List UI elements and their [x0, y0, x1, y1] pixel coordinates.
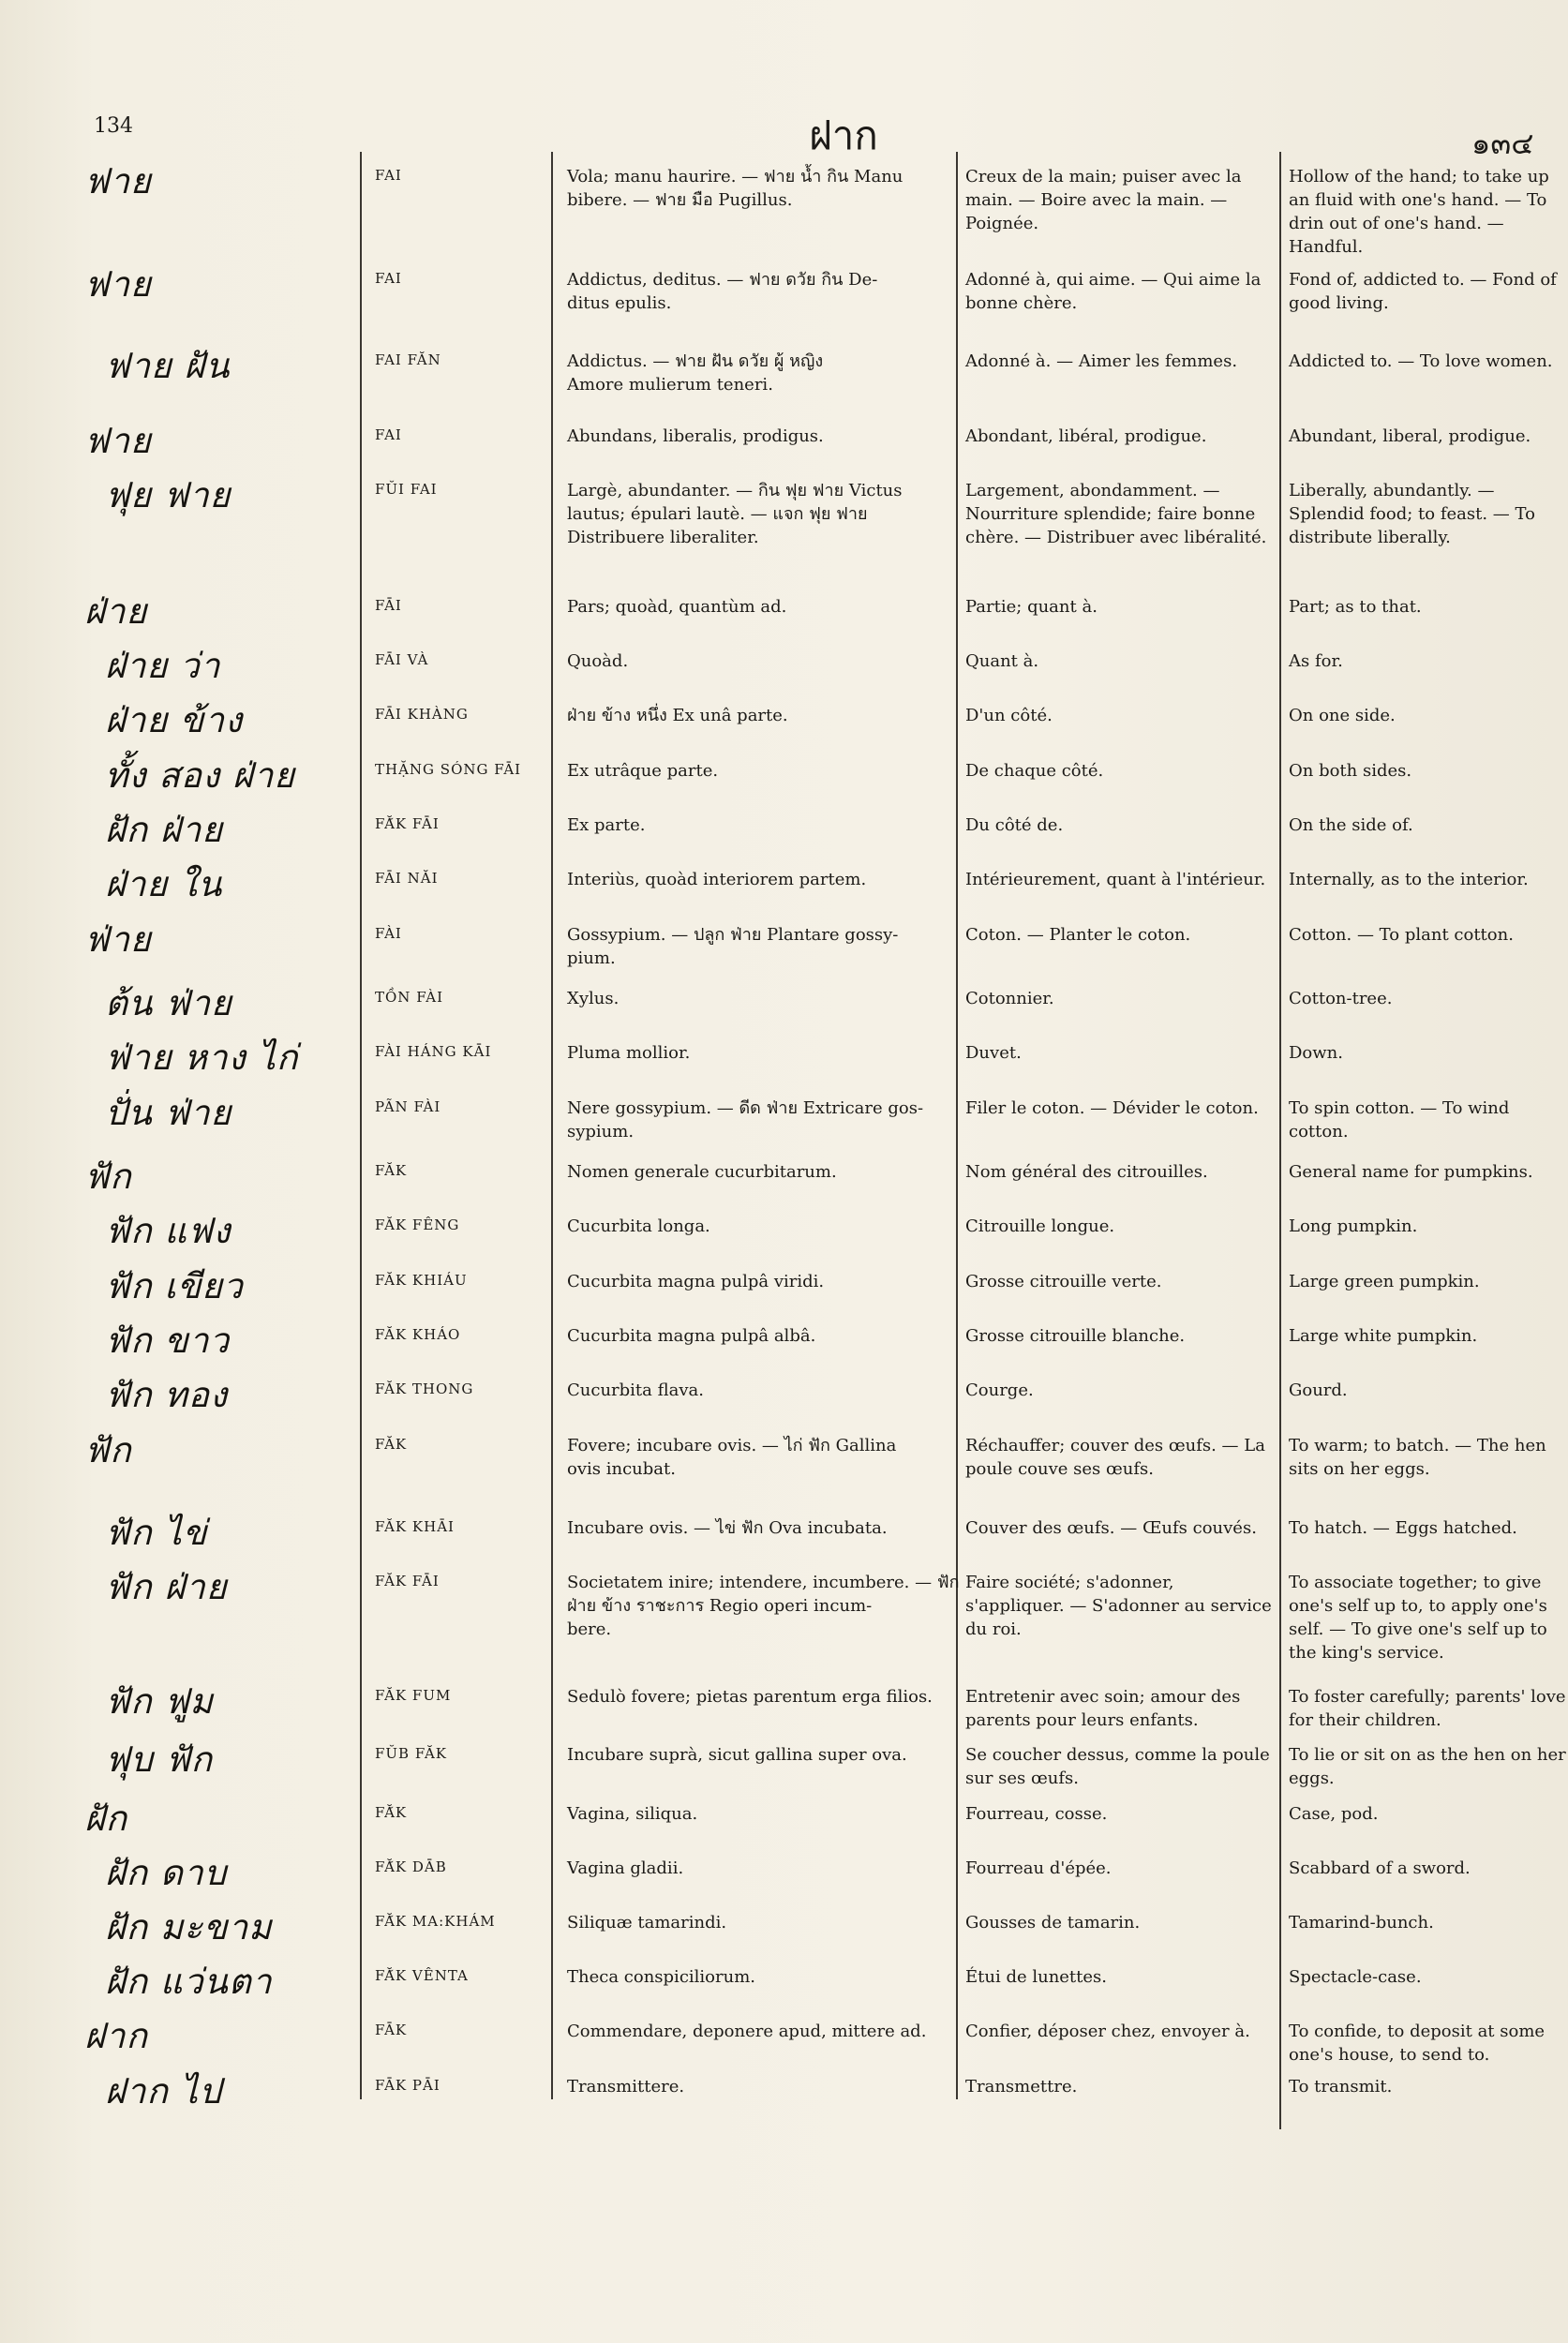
english-definition-line: To transmit. [1289, 2077, 1393, 2097]
english-definition-line: On the side of. [1289, 815, 1413, 835]
latin-definition-line: Addictus, deditus. — ฟาย ดวัย กิน De- [567, 270, 878, 290]
latin-definition [567, 2020, 951, 2043]
english-definition [1289, 923, 1568, 947]
english-definition-line: To foster carefully; parents' love for their children. [1289, 1687, 1566, 1730]
english-definition-line: Hollow of the hand; to take up an fluid with one's hand. — To drin out of one's hand. — Handful. [1289, 167, 1549, 257]
latin-definition-line: Quoàd. [567, 651, 629, 671]
romanization: FAI [375, 426, 402, 443]
french-definition [965, 1041, 1275, 1065]
english-definition [1289, 165, 1568, 259]
english-definition-line: As for. [1289, 651, 1343, 671]
latin-definition [567, 1160, 951, 1184]
thai-headword: ฟัก แฟง [105, 1211, 231, 1251]
english-definition-line: Fond of, addicted to. — Fond of good living. [1289, 270, 1557, 313]
french-definition-line: Transmettre. [965, 2077, 1078, 2097]
latin-definition [567, 704, 951, 727]
latin-definition [567, 649, 951, 673]
latin-definition [567, 165, 951, 212]
romanization: FĂK FUM [375, 1687, 452, 1704]
latin-definition-line: Interiùs, quoàd interiorem partem. [567, 870, 867, 889]
french-definition [965, 1379, 1275, 1402]
french-definition-line: Fourreau d'épée. [965, 1858, 1112, 1878]
french-definition-line: Creux de la main; puiser avec la main. — Boire avec la main. — Poignée. [965, 167, 1242, 233]
french-definition [965, 350, 1275, 373]
french-definition [965, 649, 1275, 673]
latin-definition [567, 1857, 951, 1880]
english-definition [1289, 1685, 1568, 1732]
thai-headword: ฟัก ฝ่าย [105, 1567, 228, 1607]
latin-definition-line: Incubare suprà, sicut gallina super ova. [567, 1745, 907, 1765]
french-definition-line: Adonné à. — Aimer les femmes. [965, 351, 1238, 371]
thai-page-number: ๑๓๔ [1471, 126, 1534, 161]
french-definition-line: Grosse citrouille verte. [965, 1272, 1162, 1291]
latin-definition [567, 1041, 951, 1065]
latin-definition-line: Amore mulierum teneri. [567, 375, 773, 395]
romanization: FĂ̆K FĀI [375, 815, 440, 832]
french-definition-line: Quant à. [965, 651, 1039, 671]
thai-headword: ต้น ฟ่าย [105, 983, 232, 1023]
latin-definition-line: bibere. — ฟาย มือ Pugillus. [567, 190, 793, 210]
french-definition-line: Adonné à, qui aime. — Qui aime la bonne chère. [965, 270, 1262, 313]
latin-definition-line: Vagina, siliqua. [567, 1804, 698, 1824]
latin-definition-line: Incubare ovis. — ไข่ ฟัก Ova incubata. [567, 1518, 888, 1538]
latin-definition [567, 1911, 951, 1934]
latin-definition [567, 425, 951, 448]
romanization: FĀI VÀ [375, 651, 429, 668]
thai-headword: ฝ่าย [84, 591, 148, 632]
french-definition-line: Citrouille longue. [965, 1216, 1115, 1236]
french-definition [965, 165, 1275, 235]
french-definition [965, 1857, 1275, 1880]
french-definition-line: Gousses de tamarin. [965, 1913, 1141, 1933]
thai-headword: ฝาก [84, 2016, 148, 2056]
latin-definition [567, 595, 951, 619]
french-definition-line: Du côté de. [965, 815, 1064, 835]
romanization: FĂK [375, 1436, 408, 1453]
french-definition [965, 704, 1275, 727]
thai-headword: ฟัก ไข่ [105, 1513, 208, 1553]
thai-headword: ฟาย [84, 421, 152, 461]
dictionary-entry [0, 264, 1568, 345]
english-definition-line: Large white pumpkin. [1289, 1326, 1478, 1346]
thai-headword: ฝ่าย ข้าง [105, 700, 244, 740]
english-definition [1289, 2075, 1568, 2098]
romanization: FĂK FĀI [375, 1573, 440, 1589]
latin-definition-line: ovis incubat. [567, 1459, 676, 1479]
latin-definition [567, 268, 951, 315]
english-definition [1289, 1911, 1568, 1934]
latin-definition-line: Transmittere. [567, 2077, 685, 2097]
english-definition-line: Long pumpkin. [1289, 1216, 1418, 1236]
english-definition [1289, 1857, 1568, 1880]
french-definition [965, 759, 1275, 783]
english-definition [1289, 1743, 1568, 1790]
english-definition-line: Cotton-tree. [1289, 989, 1393, 1008]
thai-headword: ฟาย [84, 264, 152, 305]
english-definition-line: Tamarind-bunch. [1289, 1913, 1434, 1933]
english-definition-line: To confide, to deposit at some one's house, to send to. [1289, 2022, 1546, 2065]
romanization: FĂK [375, 1162, 408, 1179]
romanization: TỒN FÀI [375, 989, 444, 1006]
english-definition-line: To hatch. — Eggs hatched. [1289, 1518, 1517, 1538]
french-definition [965, 268, 1275, 315]
latin-definition-line: Ex parte. [567, 815, 646, 835]
latin-definition-line: bere. [567, 1619, 612, 1639]
romanization: FĀI KHÀNG [375, 706, 469, 723]
latin-definition-line: sypium. [567, 1122, 635, 1142]
romanization: FÀI HÁNG KĀI [375, 1043, 492, 1060]
latin-definition [567, 1324, 951, 1348]
english-definition [1289, 1160, 1568, 1184]
dictionary-entry [0, 1567, 1568, 1663]
romanization: FĂK KHIÁU [375, 1272, 468, 1289]
english-definition [1289, 1041, 1568, 1065]
english-definition [1289, 868, 1568, 891]
latin-definition [567, 813, 951, 837]
thai-headword: ฟัก [84, 1157, 132, 1197]
french-definition [965, 987, 1275, 1010]
romanization: FĂK FÊNG [375, 1216, 460, 1233]
romanization: FĂK THONG [375, 1380, 474, 1397]
french-definition [965, 1160, 1275, 1184]
romanization: FĂK KHĀI [375, 1518, 455, 1535]
english-definition [1289, 1215, 1568, 1238]
latin-definition-line: Cucurbita magna pulpâ viridi. [567, 1272, 825, 1291]
thai-headword: ฟาย ฝัน [105, 346, 231, 386]
english-definition-line: Scabbard of a sword. [1289, 1858, 1471, 1878]
english-definition [1289, 1434, 1568, 1481]
english-definition-line: To lie or sit on as the hen on her eggs. [1289, 1745, 1566, 1788]
latin-definition-line: Largè, abundanter. — กิน ฟุย ฟาย Victus [567, 481, 903, 500]
french-definition [965, 1743, 1275, 1790]
french-definition-line: Intérieurement, quant à l'intérieur. [965, 870, 1266, 889]
latin-definition [567, 923, 951, 970]
english-definition-line: Gourd. [1289, 1380, 1348, 1400]
dictionary-entry [0, 1430, 1568, 1511]
thai-headword: ฝัก ดาบ [105, 1853, 228, 1893]
thai-headword: ฟัก [84, 1430, 132, 1470]
french-definition [965, 1571, 1275, 1641]
dictionary-entry [0, 161, 1568, 257]
french-definition-line: Largement, abondamment. — Nourriture splendide; faire bonne chère. — Distribuer avec libéralité. [965, 481, 1267, 547]
latin-definition [567, 1097, 951, 1143]
dictionary-entry [0, 2071, 1568, 2152]
latin-definition-line: lautus; épulari lautè. — แจก ฟุย ฟาย [567, 504, 868, 524]
french-definition-line: Courge. [965, 1380, 1034, 1400]
english-definition [1289, 987, 1568, 1010]
french-definition-line: Étui de lunettes. [965, 1967, 1108, 1987]
english-definition-line: General name for pumpkins. [1289, 1162, 1533, 1182]
english-definition-line: Down. [1289, 1043, 1343, 1063]
romanization: FŬI FAI [375, 481, 438, 498]
french-definition [965, 1965, 1275, 1989]
thai-headword: ฟัก ขาว [105, 1321, 231, 1361]
french-definition-line: De chaque côté. [965, 761, 1104, 781]
latin-definition-line: Commendare, deponere apud, mittere ad. [567, 2022, 927, 2041]
latin-definition [567, 350, 951, 396]
english-definition [1289, 2020, 1568, 2067]
thai-headword: ฟัก ทอง [105, 1375, 229, 1415]
romanization: FAI FĂN [375, 351, 441, 368]
romanization: FAI [375, 270, 402, 287]
french-definition-line: Confier, déposer chez, envoyer à. [965, 2022, 1250, 2041]
latin-definition-line: Fovere; incubare ovis. — ไก่ ฟัก Gallina [567, 1436, 897, 1455]
romanization: FĀI NĂI [375, 870, 439, 887]
latin-definition-line: Societatem inire; intendere, incumbere. — ฟัก [567, 1573, 960, 1592]
french-definition [965, 868, 1275, 891]
english-definition [1289, 350, 1568, 373]
english-definition [1289, 813, 1568, 837]
thai-headword: ฟ่าย หาง ไก่ [105, 1037, 299, 1078]
latin-definition-line: Abundans, liberalis, prodigus. [567, 426, 824, 446]
french-definition-line: Duvet. [965, 1043, 1022, 1063]
latin-definition [567, 1571, 960, 1641]
english-definition-line: Abundant, liberal, prodigue. [1289, 426, 1531, 446]
english-definition [1289, 1097, 1568, 1143]
latin-definition-line: ditus epulis. [567, 293, 672, 313]
latin-definition-line: Nomen generale cucurbitarum. [567, 1162, 837, 1182]
latin-definition [567, 1434, 951, 1481]
french-definition [965, 595, 1275, 619]
french-definition [965, 425, 1275, 448]
french-definition-line: Coton. — Planter le coton. [965, 925, 1191, 945]
latin-definition [567, 759, 951, 783]
latin-definition-line: Distribuere liberaliter. [567, 528, 759, 547]
latin-definition-line: ฝ่าย ข้าง ราชะการ Regio operi incum- [567, 1596, 873, 1616]
english-definition-line: Case, pod. [1289, 1804, 1379, 1824]
latin-definition-line: Cucurbita flava. [567, 1380, 704, 1400]
french-definition [965, 923, 1275, 947]
english-definition [1289, 1379, 1568, 1402]
french-definition-line: Réchauffer; couver des œufs. — La poule couve ses œufs. [965, 1436, 1265, 1479]
english-definition [1289, 759, 1568, 783]
french-definition-line: Couver des œufs. — Œufs couvés. [965, 1518, 1257, 1538]
french-definition-line: Se coucher dessus, comme la poule sur ses œufs. [965, 1745, 1270, 1788]
latin-definition-line: Siliquæ tamarindi. [567, 1913, 727, 1933]
thai-headword: ฝ่าย ว่า [105, 646, 221, 686]
latin-definition-line: Xylus. [567, 989, 620, 1008]
french-definition-line: Cotonnier. [965, 989, 1054, 1008]
english-definition [1289, 704, 1568, 727]
french-definition [965, 813, 1275, 837]
thai-headword: ฟัก ฟูม [105, 1681, 214, 1722]
thai-headword: ฟ่าย [84, 919, 152, 960]
english-definition-line: Internally, as to the interior. [1289, 870, 1529, 889]
romanization: FAI [375, 167, 402, 184]
latin-definition-line: Pars; quoàd, quantùm ad. [567, 597, 787, 617]
french-definition [965, 1911, 1275, 1934]
thai-headword: ฝัก [84, 1798, 128, 1839]
latin-definition [567, 987, 951, 1010]
french-definition-line: Nom général des citrouilles. [965, 1162, 1208, 1182]
romanization: FŬB FĂK [375, 1745, 447, 1762]
latin-definition-line: Cucurbita magna pulpâ albâ. [567, 1326, 816, 1346]
english-definition [1289, 268, 1568, 315]
latin-definition-line: Addictus. — ฟาย ฝัน ดวัย ผู้ หญิง [567, 351, 824, 371]
latin-definition-line: Vagina gladii. [567, 1858, 684, 1878]
romanization: FÀI [375, 925, 402, 942]
french-definition [965, 2020, 1275, 2043]
thai-headword: ฟัก เขียว [105, 1266, 244, 1306]
romanization: FĂ̆K VÊNTA [375, 1967, 469, 1984]
romanization: FĀK [375, 2022, 408, 2038]
english-definition [1289, 595, 1568, 619]
french-definition [965, 2075, 1275, 2098]
english-definition-line: Liberally, abundantly. — Splendid food; to feast. — To distribute liberally. [1289, 481, 1535, 547]
english-definition-line: Part; as to that. [1289, 597, 1422, 617]
thai-headword: ฝ่าย ใน [105, 864, 223, 904]
dictionary-entry [0, 475, 1568, 556]
thai-headword: ฝัก ฝ่าย [105, 810, 223, 850]
romanization: FĀK PĀI [375, 2077, 441, 2094]
english-definition [1289, 479, 1568, 549]
latin-definition [567, 2075, 951, 2098]
dictionary-entry [0, 346, 1568, 426]
latin-definition [567, 1379, 951, 1402]
latin-definition [567, 868, 951, 891]
english-definition [1289, 1802, 1568, 1826]
english-definition [1289, 1270, 1568, 1293]
latin-definition [567, 1516, 951, 1540]
latin-definition [567, 1743, 951, 1767]
english-definition [1289, 649, 1568, 673]
french-definition [965, 1270, 1275, 1293]
french-definition [965, 1434, 1275, 1481]
english-definition-line: On both sides. [1289, 761, 1412, 781]
romanization: FĂ̆K DĀB [375, 1858, 447, 1875]
thai-headword: ฟุย ฟาย [105, 475, 231, 515]
latin-definition-line: ฝ่าย ข้าง หนึ่ง Ex unâ parte. [567, 706, 788, 725]
thai-headword: ฝัก มะขาม [105, 1907, 273, 1948]
thai-headword: ทั้ง สอง ฝ่าย [105, 755, 295, 796]
english-definition-line: Addicted to. — To love women. [1289, 351, 1553, 371]
thai-headword: ฝาก ไป [105, 2071, 222, 2112]
thai-headword: ฟุบ ฟัก [105, 1739, 214, 1780]
latin-definition-line: Pluma mollior. [567, 1043, 691, 1063]
english-definition-line: On one side. [1289, 706, 1396, 725]
romanization: FĀI [375, 597, 402, 614]
latin-definition [567, 1685, 951, 1709]
english-definition-line: Spectacle-case. [1289, 1967, 1422, 1987]
latin-definition-line: Vola; manu haurire. — ฟาย น้ำ กิน Manu [567, 167, 903, 187]
french-definition-line: Fourreau, cosse. [965, 1804, 1108, 1824]
french-definition [965, 1215, 1275, 1238]
french-definition-line: Filer le coton. — Dévider le coton. [965, 1098, 1259, 1118]
romanization: FĂK KHÁO [375, 1326, 461, 1343]
french-definition-line: Abondant, libéral, prodigue. [965, 426, 1207, 446]
latin-definition-line: Sedulò fovere; pietas parentum erga filios. [567, 1687, 933, 1707]
latin-definition-line: Nere gossypium. — ดีด ฟ่าย Extricare gos- [567, 1098, 924, 1118]
romanization: FĂ̆K [375, 1804, 408, 1821]
english-definition-line: To associate together; to give one's self up to, to apply one's self. — To give one's self up to the king's service. [1289, 1573, 1547, 1663]
english-definition [1289, 1571, 1568, 1664]
page-number: 134 [94, 114, 133, 138]
latin-definition [567, 479, 951, 549]
thai-headword: ปั่น ฟ่าย [105, 1093, 232, 1133]
latin-definition-line: Ex utrâque parte. [567, 761, 719, 781]
french-definition-line: Faire société; s'adonner, s'appliquer. — S'adonner au service du roi. [965, 1573, 1272, 1639]
french-definition [965, 1324, 1275, 1348]
romanization: THẶNG SÓNG FĀI [375, 761, 522, 778]
english-definition [1289, 425, 1568, 448]
english-definition [1289, 1516, 1568, 1540]
french-definition-line: Grosse citrouille blanche. [965, 1326, 1186, 1346]
latin-definition-line: Gossypium. — ปลูก ฟ่าย Plantare gossy- [567, 925, 899, 945]
latin-definition [567, 1802, 951, 1826]
latin-definition [567, 1215, 951, 1238]
latin-definition [567, 1270, 951, 1293]
latin-definition-line: pium. [567, 948, 616, 968]
french-definition [965, 479, 1275, 549]
romanization: PÃN FÀI [375, 1098, 441, 1115]
french-definition-line: Partie; quant à. [965, 597, 1098, 617]
thai-headword: ฟาย [84, 161, 152, 201]
english-definition-line: Cotton. — To plant cotton. [1289, 925, 1514, 945]
english-definition-line: To warm; to batch. — The hen sits on her eggs. [1289, 1436, 1546, 1479]
english-definition-line: To spin cotton. — To wind cotton. [1289, 1098, 1510, 1142]
english-definition-line: Large green pumpkin. [1289, 1272, 1480, 1291]
thai-headword: ฝัก แว่นตา [105, 1962, 273, 2002]
french-definition [965, 1097, 1275, 1120]
latin-definition-line: Cucurbita longa. [567, 1216, 710, 1236]
english-definition [1289, 1965, 1568, 1989]
running-head: ฝาก [809, 112, 878, 158]
latin-definition-line: Theca conspiciliorum. [567, 1967, 755, 1987]
latin-definition [567, 1965, 951, 1989]
french-definition [965, 1685, 1275, 1732]
french-definition [965, 1802, 1275, 1826]
english-definition [1289, 1324, 1568, 1348]
romanization: FĂ̆K MA:KHÁM [375, 1913, 496, 1930]
french-definition-line: D'un côté. [965, 706, 1053, 725]
french-definition-line: Entretenir avec soin; amour des parents pour leurs enfants. [965, 1687, 1241, 1730]
french-definition [965, 1516, 1275, 1540]
